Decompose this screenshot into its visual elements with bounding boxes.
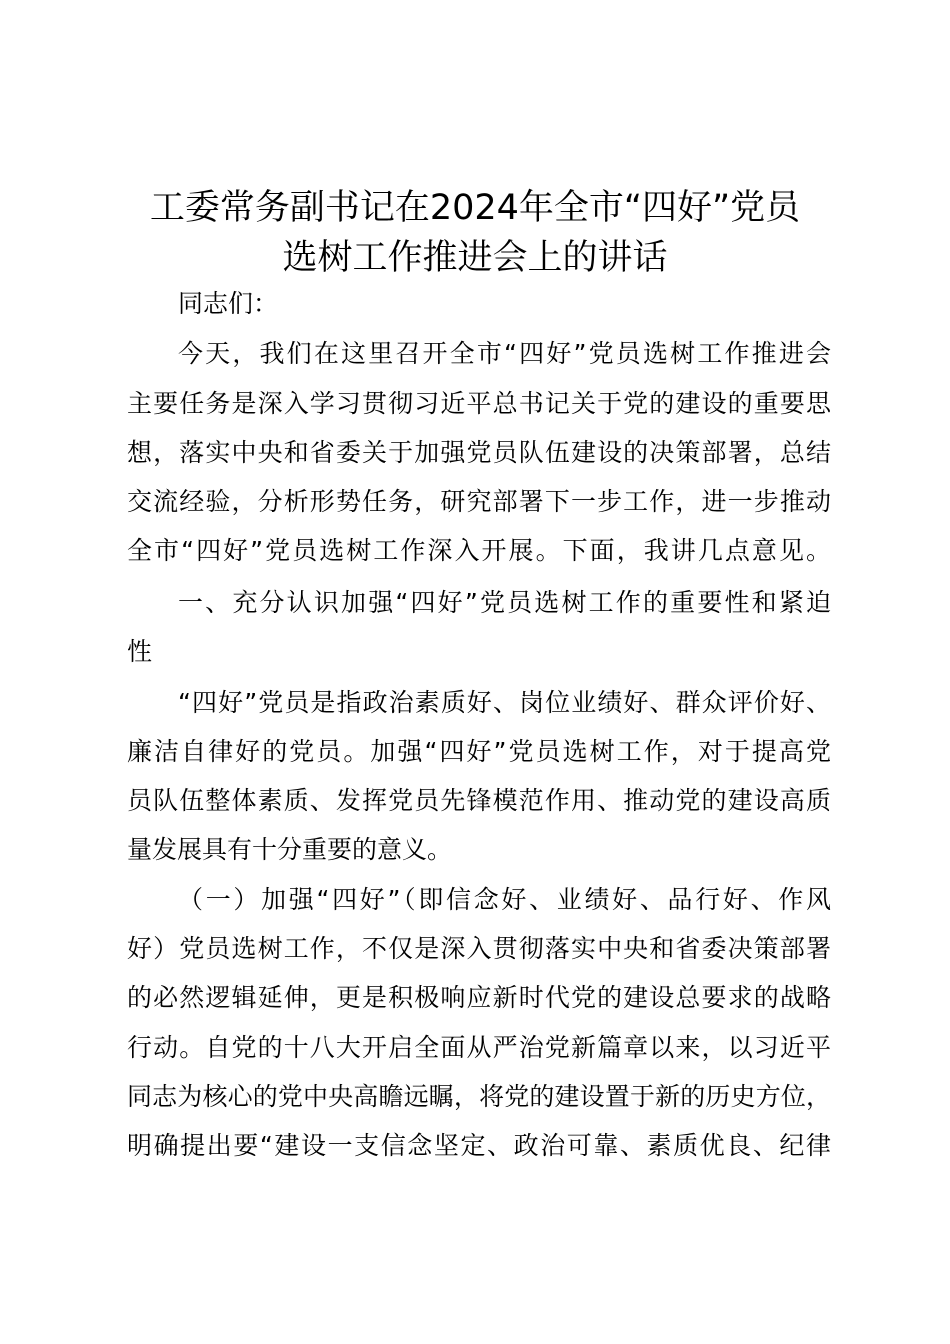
paragraph-line: 的必然逻辑延伸，更是积极响应新时代党的建设总要求的战略 — [127, 983, 831, 1012]
paragraph-line: 全市“四好”党员选树工作深入开展。下面，我讲几点意见。 — [127, 536, 831, 565]
salutation: 同志们： — [178, 289, 279, 318]
paragraph-line: 廉洁自律好的党员。加强“四好”党员选树工作，对于提高党 — [127, 737, 831, 766]
paragraph-line: 行动。自党的十八大开启全面从严治党新篇章以来，以习近平 — [127, 1033, 831, 1062]
section-heading-line: 一、充分认识加强“四好”党员选树工作的重要性和紧迫 — [178, 588, 831, 617]
paragraph-line: 好）党员选树工作，不仅是深入贯彻落实中央和省委决策部署 — [127, 934, 831, 963]
paragraph-line: 量发展具有十分重要的意义。 — [127, 835, 453, 864]
paragraph-line: 明确提出要“建设一支信念坚定、政治可靠、素质优良、纪律 — [127, 1131, 831, 1160]
paragraph-line: 员队伍整体素质、发挥党员先锋模范作用、推动党的建设高质 — [127, 786, 831, 815]
section-heading-line: 性 — [127, 637, 153, 666]
paragraph-line: 交流经验，分析形势任务，研究部署下一步工作，进一步推动 — [127, 487, 831, 516]
paragraph-line: 今天，我们在这里召开全市“四好”党员选树工作推进会 — [178, 339, 831, 368]
document-title-line-2: 选树工作推进会上的讲话 — [282, 238, 668, 278]
paragraph-line: “四好”党员是指政治素质好、岗位业绩好、群众评价好、 — [178, 688, 831, 717]
paragraph-line: 想，落实中央和省委关于加强党员队伍建设的决策部署，总结 — [127, 438, 831, 467]
document-title-line-1: 工委常务副书记在2024年全市“四好”党员 — [149, 188, 801, 228]
paragraph-line: 主要任务是深入学习贯彻习近平总书记关于党的建设的重要思 — [127, 389, 831, 418]
paragraph-line: 同志为核心的党中央高瞻远瞩，将党的建设置于新的历史方位， — [127, 1082, 831, 1111]
paragraph-line: （一）加强“四好”（即信念好、业绩好、品行好、作风 — [178, 885, 831, 914]
